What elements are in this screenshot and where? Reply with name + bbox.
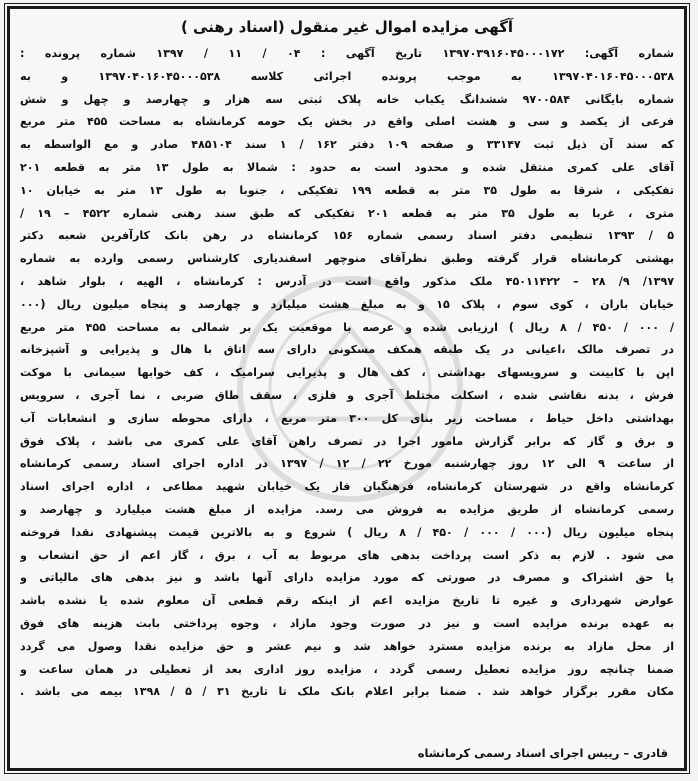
notice-line: متری ، غربا به طول ۳۵ متر به قطعه ۲۰۱ تفکیکی که طبق سند رهنی شماره ۴۵۲۲ – ۱۹ / (20, 206, 674, 220)
notice-line: بهداشتی داخل حیاط ، مساحت زیر بنای کل ۳۰۰ متر مربع ، دارای محوطه سازی و انشعابات آب (20, 411, 674, 425)
notice-line: ۵ / ۱۳۹۳ تنظیمی دفتر اسناد رسمی شماره ۱۵۶ کرمانشاه در رهن بانک کارآفرین شعبه دکتر (20, 229, 674, 243)
notice-body (20, 43, 674, 704)
notice-line: ضمنا چنانچه روز مزایده تعطیل رسمی گردد ، مزایده روز اداری بعد از تعطیلی در همان ساعت و (20, 662, 674, 676)
notice-line: که سند آن ذیل ثبت ۳۳۱۴۷ و صفحه ۱۰۹ دفتر ۱۶۲ / ۱ سند ۴۸۵۱۰۴ صادر و مع الواسطه به (20, 138, 674, 152)
notice-line: پنجاه میلیون ریال (۰۰۰ / ۰۰۰ / ۴۵۰ / ۸ ریال ) شروع و به بالاترین قیمت پیشنهادی نقدا فروخته (20, 525, 674, 539)
notice-line: فرعی از یکصد و سی و هشت اصلی واقع در بخش یک حومه کرمانشاه به مساحت ۴۵۵ متر مربع (20, 115, 674, 129)
notice-line: از محل مازاد به برنده مزایده مسترد خواهد شد و نیم عشر و حق مزایده نقدا وصول می گردد (20, 639, 674, 653)
notice-line: به عهده برنده مزایده است و نیز در صورت وجود مازاد ، وجوه پرداختی بابت هزینه های فوق (20, 616, 674, 630)
notice-line: آقای علی کمری منتقل شده و محدود است به حدود : شمالا به طول ۱۳ متر به قطعه ۲۰۱ (20, 160, 674, 174)
auction-notice (7, 6, 687, 771)
notice-line: بهشتی کرمانشاه قرار گرفته وطبق نظرآقای منوچهر اسفندیاری کارشناس رسمی وارده به شماره (20, 252, 674, 266)
notice-line: خیابان باران ، کوی سوم ، پلاک ۱۵ و به مبلغ هشت میلیارد و چهارصد و پنجاه میلیون ریال (۰۰۰ (20, 297, 674, 311)
notice-line: عوارض شهرداری و غیره تا تاریخ مزایده اعم از اینکه رقم قطعی آن معلوم شده یا نشده باشد (20, 594, 674, 608)
notice-line: در تصرف مالک ،اعیانی در یک طبقه همکف مسکونی دارای سه اتاق با هال و پذیرایی و آشپزخانه (20, 343, 674, 357)
notice-line: یا حق اشتراک و مصرف در صورتی که مورد مزایده دارای آنها باشد و نیز بدهی های مالیاتی و (20, 571, 674, 585)
notice-signature: قادری – رییس اجرای اسناد رسمی کرمانشاه (417, 746, 668, 760)
notice-line: رسمی کرمانشاه از طریق مزایده به فروش می رسد. مزایده از مبلغ هشت میلیارد و چهارصد و (20, 502, 674, 516)
notice-line: / ۰۰۰ / ۴۵۰ / ۸ ریال ) ارزیابی شده و عرصه با موقعیت یک بر شمالی به مساحت ۴۵۵ متر مربع (20, 320, 674, 334)
notice-line: شماره آگهی: ۱۳۹۷۰۳۹۱۶۰۴۵۰۰۰۱۷۲ تاریخ آگهی : ۰۴ / ۱۱ / ۱۳۹۷ شماره پرونده : (20, 47, 674, 60)
notice-line: فرش ، بدنه نقاشی شده ، اسکلت مختلط آجری و فلزی ، سقف طاق ضربی ، نما آجری ، سرویس (20, 388, 674, 402)
notice-line: تفکیکی ، شرقا به طول ۳۵ متر به قطعه ۱۹۹ تفکیکی ، جنوبا به طول ۱۳ متر به خیابان ۱۰ (20, 183, 674, 197)
notice-line: ۱۳۹۷/ ۹/ ۲۸ – ۴۵۰۱۱۴۲۲ ملک مذکور واقع است در آدرس : کرمانشاه ، الهیه ، بلوار شاهد ، (20, 274, 674, 288)
notice-line: می شود . لازم به ذکر است پرداخت بدهی های مربوط به آب ، برق ، گاز اعم از حق انشعاب و (20, 548, 674, 562)
notice-line: مکان مقرر برگزار خواهد شد . ضمنا برابر اعلام بانک ملک تا تاریخ ۳۱ / ۵ / ۱۳۹۸ بیمه می باشد . (20, 685, 674, 699)
notice-line: اپن با کابینت و سرویسهای بهداشتی ، کف هال و پذیرایی سرامیک ، کف خوابها سیمانی با موکت (20, 366, 674, 380)
notice-line: شماره بایگانی ۹۷۰۰۵۸۴ ششدانگ یکباب خانه پلاک ثبتی سه هزار و چهارصد و چهل و شش (20, 92, 674, 106)
notice-title: آگهی مزایده اموال غیر منقول (اسناد رهنی ) (180, 18, 514, 36)
notice-line: کرمانشاه واقع در شهرستان کرمانشاه، فرهنگیان فاز یک خیابان شهید مطاعی ، اداره اجرای اسناد (20, 480, 674, 494)
notice-line: ۱۳۹۷۰۴۰۱۶۰۴۵۰۰۰۵۳۸ به موجب پرونده اجرائی کلاسه ۱۳۹۷۰۴۰۱۶۰۴۵۰۰۰۵۳۸ و به (20, 69, 674, 83)
notice-line: و برق و گاز که برابر گزارش مامور اجرا در تصرف راهن آقای علی کمری می باشد ، پلاک فوق (20, 434, 674, 448)
notice-line: از ساعت ۹ الی ۱۲ روز چهارشنبه مورخ ۲۲ / ۱۲ / ۱۳۹۷ در اداره اجرای اسناد رسمی کرمانشاه (20, 457, 674, 471)
